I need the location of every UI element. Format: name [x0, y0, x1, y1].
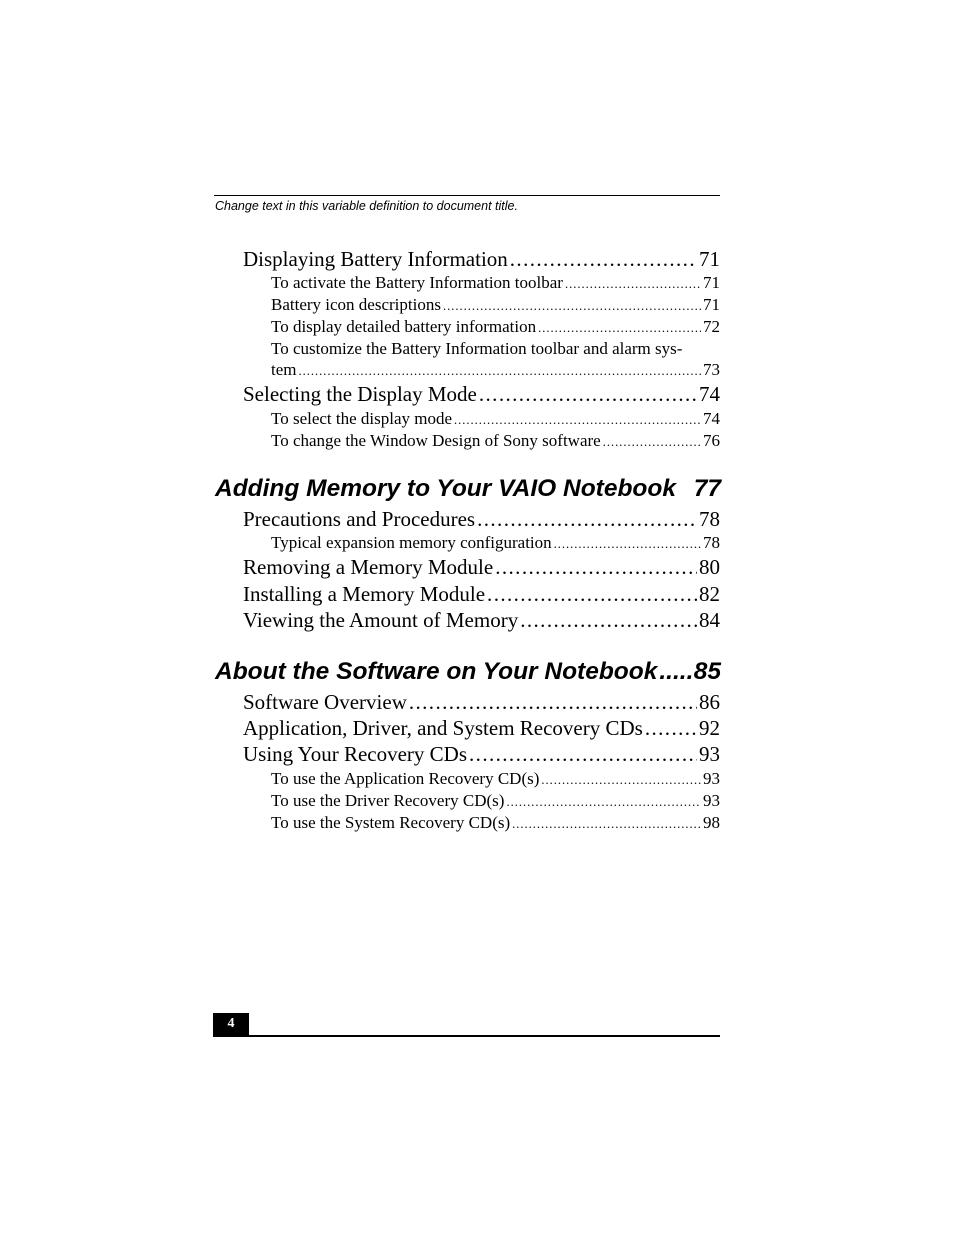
chapter-title: About the Software on Your Notebook: [215, 658, 658, 685]
dot-leader: [454, 413, 701, 428]
dot-leader: [541, 773, 701, 788]
page-number-box: 4: [213, 1013, 249, 1037]
toc-entry-title: Application, Driver, and System Recovery CDs: [243, 716, 643, 740]
toc-subentry-title: Battery icon descriptions: [271, 295, 441, 314]
toc-entry-title: Installing a Memory Module: [243, 582, 486, 606]
toc-page-number: 78: [699, 507, 720, 531]
running-header: Change text in this variable definition to document title.: [215, 199, 518, 213]
toc-subentry[interactable]: [271, 533, 720, 555]
dot-leader: [487, 582, 697, 607]
dot-leader: [477, 507, 697, 532]
dot-leader: [554, 537, 701, 552]
dot-leader: [510, 247, 697, 272]
dot-leader: [603, 435, 701, 450]
toc-subentry[interactable]: [271, 791, 720, 813]
toc-entry-title: Viewing the Amount of Memory: [243, 608, 519, 632]
toc-subentry[interactable]: [271, 431, 720, 453]
toc-entry-title: Using Your Recovery CDs: [243, 742, 468, 766]
dot-leader: [443, 299, 701, 314]
toc-subentry-title: To use the System Recovery CD(s): [271, 813, 511, 832]
toc-page-number: 76: [703, 431, 720, 450]
toc-entry-title: Displaying Battery Information: [243, 247, 508, 271]
chapter-page-number: 85: [693, 658, 721, 685]
toc-page-number: 71: [703, 273, 720, 292]
toc-entry-display-mode[interactable]: [243, 382, 720, 408]
dot-leader: [409, 690, 697, 715]
chapter-page-number: 77: [693, 475, 721, 502]
dot-leader: [520, 608, 697, 633]
toc-entry-installing-memory[interactable]: [243, 582, 720, 608]
toc-entry-title: Removing a Memory Module: [243, 555, 494, 579]
toc-page-number: 86: [699, 690, 720, 714]
toc-page-number: 72: [703, 317, 720, 336]
dot-leader: [495, 555, 697, 580]
dot-leader: [645, 716, 697, 741]
toc-entry-title: Precautions and Procedures: [243, 507, 476, 531]
dot-leader: [299, 364, 702, 379]
toc-page-number: 84: [699, 608, 720, 632]
toc-subentry-title: To use the Application Recovery CD(s): [271, 769, 540, 788]
toc-page-number: 78: [703, 533, 720, 552]
footer-rule: [213, 1035, 720, 1037]
toc-entry-title: Software Overview: [243, 690, 407, 714]
toc-chapter-about-software[interactable]: [215, 658, 721, 686]
dot-leader: [538, 321, 701, 336]
toc-subentry[interactable]: [271, 360, 720, 382]
toc-page-number: 93: [703, 769, 720, 788]
toc-page-number: 71: [703, 295, 720, 314]
toc-subentry[interactable]: [271, 295, 720, 317]
toc-entry-title: Selecting the Display Mode: [243, 382, 477, 406]
toc-entry-removing-memory[interactable]: [243, 555, 720, 581]
toc-page-number: 73: [703, 360, 720, 379]
toc-subentry[interactable]: [271, 317, 720, 339]
toc-subentry[interactable]: [271, 813, 720, 835]
dot-leader: [512, 817, 701, 832]
toc-entry-precautions[interactable]: [243, 507, 720, 533]
toc-subentry-title: To use the Driver Recovery CD(s): [271, 791, 505, 810]
chapter-leader: [659, 658, 692, 686]
toc-subentry[interactable]: [271, 769, 720, 791]
header-rule: [214, 195, 720, 196]
toc-entry-recovery-cds[interactable]: [243, 716, 720, 742]
toc-page-number: 92: [699, 716, 720, 740]
dot-leader: [565, 277, 701, 292]
toc-subentry-title: tem: [271, 360, 297, 379]
toc-subentry-title: To display detailed battery information: [271, 317, 537, 336]
dot-leader: [479, 382, 697, 407]
toc-subentry-title: To activate the Battery Information toolbar: [271, 273, 563, 292]
toc-page-number: 93: [703, 791, 720, 810]
toc-page-number: 71: [699, 247, 720, 271]
toc-page-number: 98: [703, 813, 720, 832]
toc-subentry[interactable]: [271, 273, 720, 295]
toc-page-number: 74: [699, 382, 720, 406]
toc-subentry[interactable]: [271, 409, 720, 431]
toc-subentry-title: To change the Window Design of Sony software: [271, 431, 601, 450]
toc-entry-software-overview[interactable]: [243, 690, 720, 716]
toc-entry-viewing-memory[interactable]: [243, 608, 720, 634]
chapter-title: Adding Memory to Your VAIO Notebook: [215, 475, 676, 502]
toc-page-number: 93: [699, 742, 720, 766]
toc-page-number: 80: [699, 555, 720, 579]
dot-leader: [469, 742, 697, 767]
toc-subentry-title: To select the display mode: [271, 409, 453, 428]
toc-entry-battery-information[interactable]: [243, 247, 720, 273]
toc-page-number: 74: [703, 409, 720, 428]
dot-leader: [506, 795, 701, 810]
toc-entry-using-recovery-cds[interactable]: [243, 742, 720, 768]
toc-subentry-title: Typical expansion memory configuration: [271, 533, 552, 552]
toc-chapter-adding-memory[interactable]: [215, 475, 721, 503]
toc-page-number: 82: [699, 582, 720, 606]
toc-subentry-wrapped-first-line[interactable]: To customize the Battery Information toolbar and alarm sys-: [271, 339, 683, 358]
